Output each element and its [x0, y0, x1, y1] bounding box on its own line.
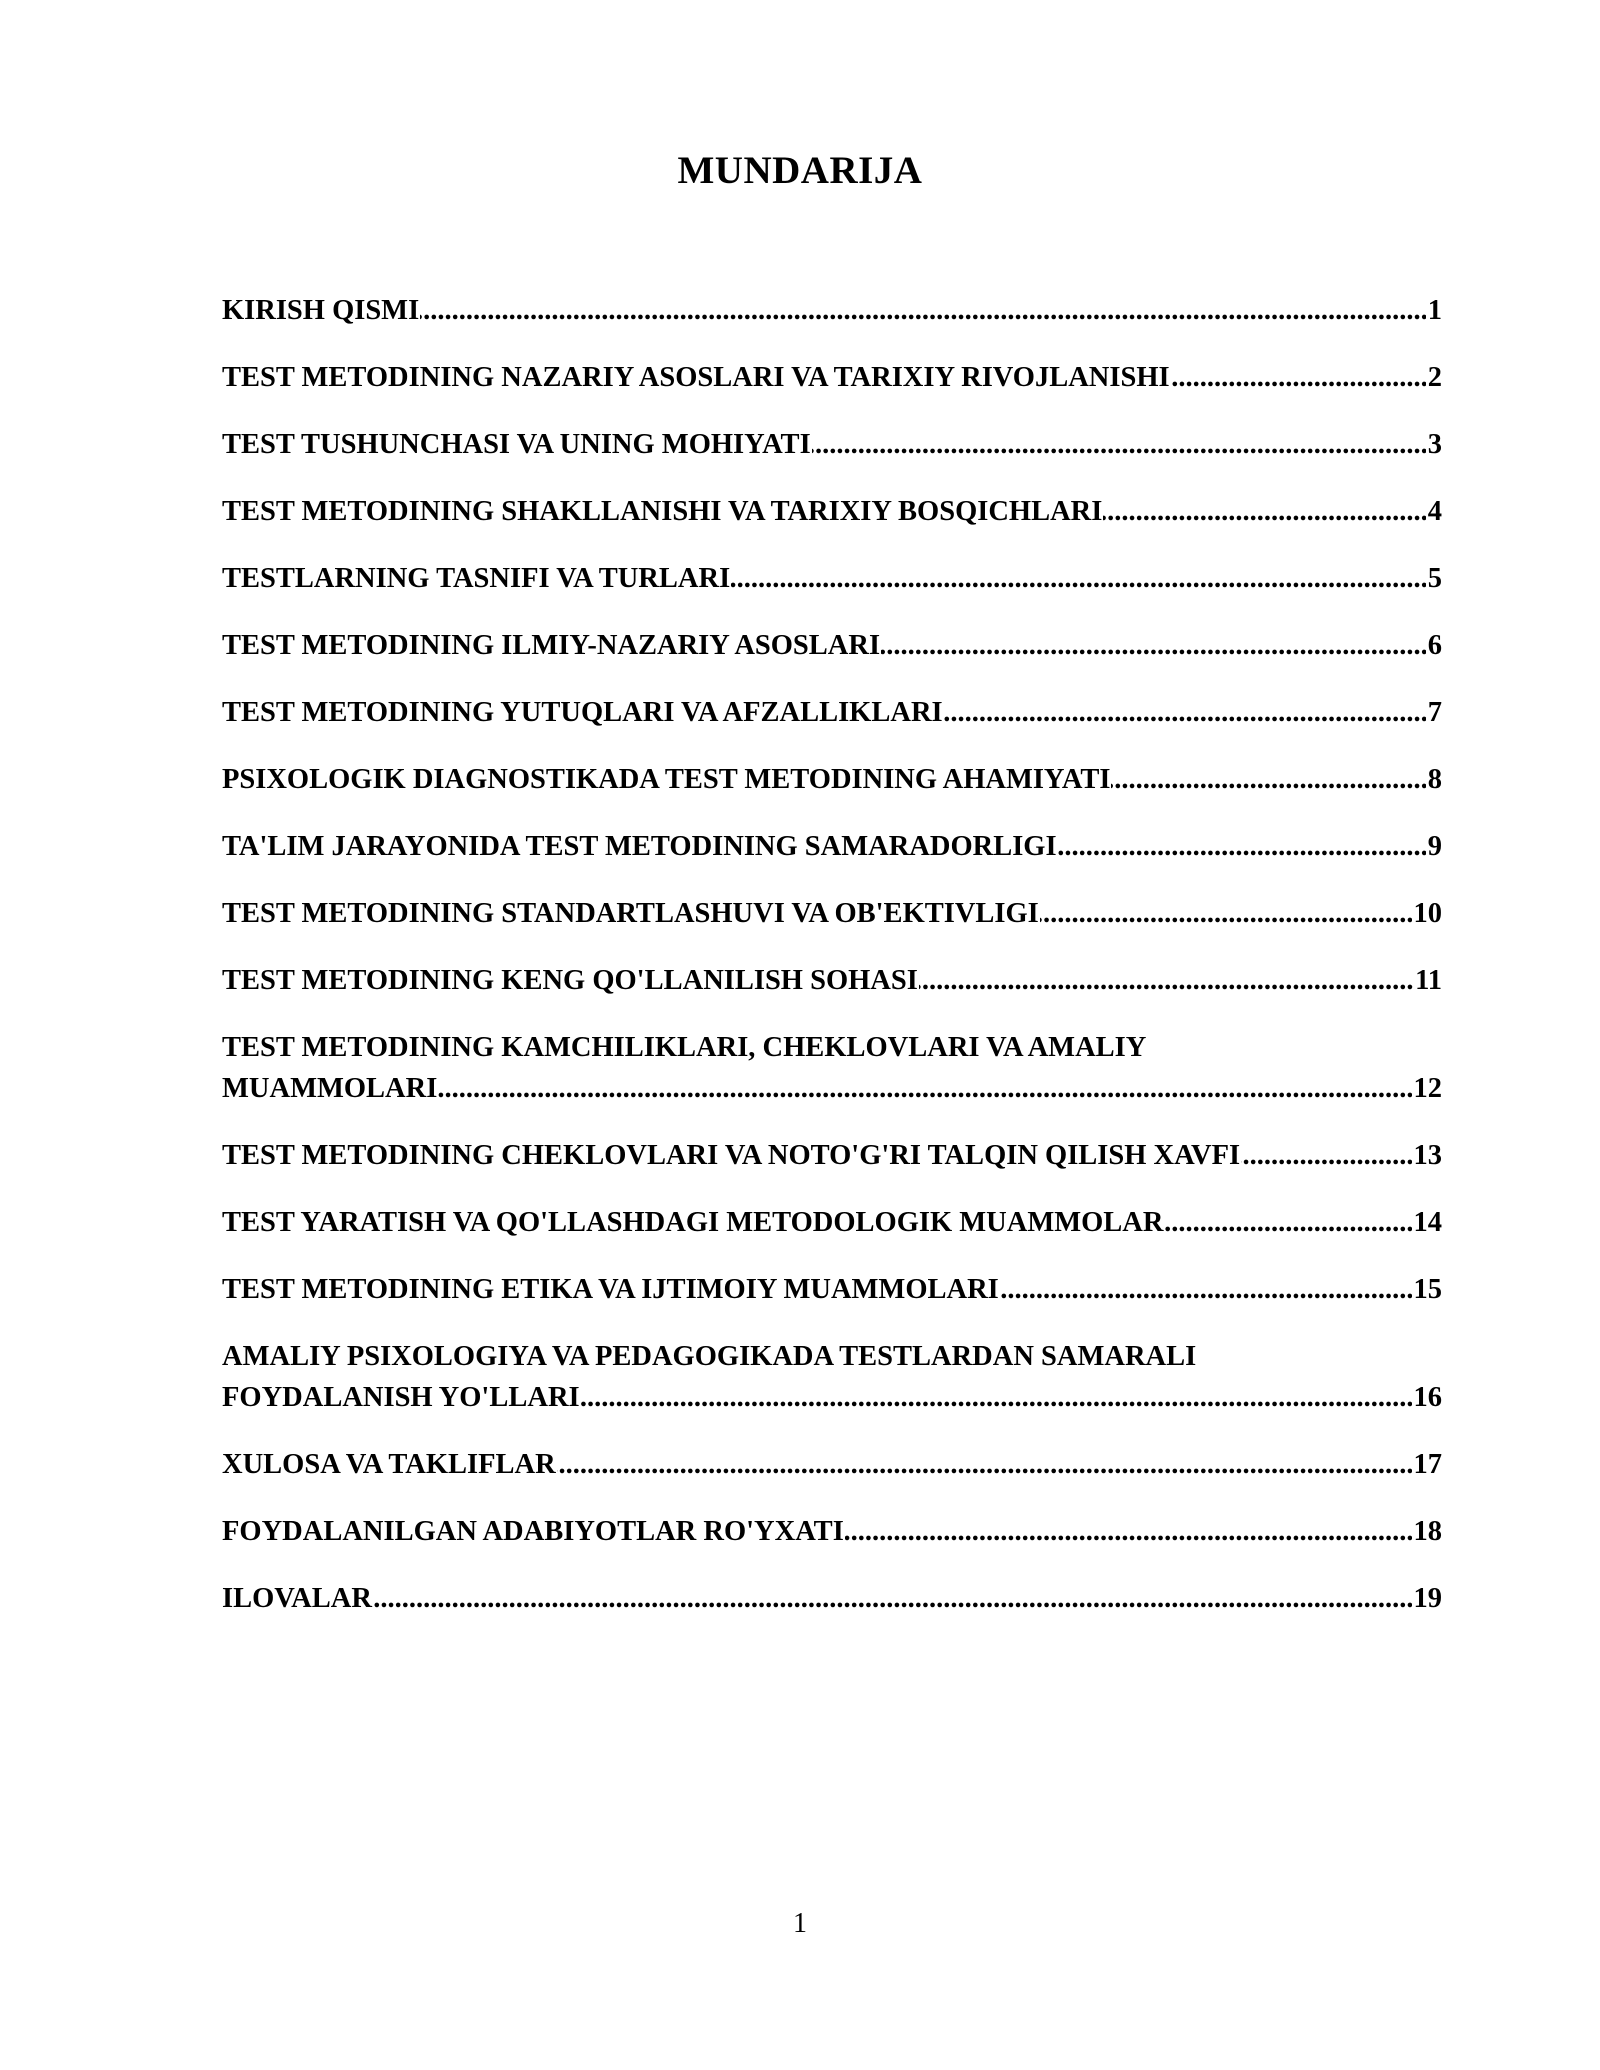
- toc-entry-title: TEST METODINING CHEKLOVLARI VA NOTO'G'RI TALQIN QILISH XAVFI: [222, 1140, 1241, 1171]
- page-title: MUNDARIJA: [677, 149, 923, 192]
- toc-entry[interactable]: [222, 1135, 1442, 1176]
- toc-entry-page-number: 14: [1412, 1202, 1443, 1243]
- toc-entry[interactable]: [222, 424, 1442, 465]
- toc-entry-page-number: 19: [1412, 1578, 1443, 1619]
- toc-entry-row: [222, 491, 1442, 532]
- toc-entry-page-number: 9: [1426, 826, 1442, 867]
- toc-entry[interactable]: [222, 1027, 1442, 1109]
- toc-entry-page-number: 4: [1426, 491, 1442, 532]
- toc-entry-page-number: 2: [1426, 357, 1442, 398]
- toc-entry-title: XULOSA VA TAKLIFLAR: [222, 1449, 556, 1480]
- toc-entry-row: [222, 1068, 1442, 1109]
- toc-entry-row: [222, 1377, 1442, 1418]
- toc-entry-page-number: 13: [1412, 1135, 1443, 1176]
- toc-entry[interactable]: [222, 357, 1442, 398]
- toc-entry-row: [222, 424, 1442, 465]
- toc-entry-row: [222, 290, 1442, 331]
- toc-entry[interactable]: [222, 1578, 1442, 1619]
- toc-entry-title: TEST METODINING KENG QO'LLANILISH SOHASI: [222, 965, 918, 996]
- toc-entry[interactable]: [222, 692, 1442, 733]
- toc-entry-page-number: 10: [1412, 893, 1443, 934]
- toc-entry[interactable]: [222, 759, 1442, 800]
- toc-entry-row: [222, 893, 1442, 934]
- toc-entry-row: [222, 692, 1442, 733]
- toc-entry-title: TEST METODINING NAZARIY ASOSLARI VA TARIXIY RIVOJLANISHI: [222, 362, 1170, 393]
- toc-entry-page-number: 6: [1426, 625, 1442, 666]
- toc-entry-title: TEST METODINING ILMIY-NAZARIY ASOSLARI: [222, 630, 881, 661]
- toc-entry[interactable]: [222, 290, 1442, 331]
- toc-entry[interactable]: [222, 1336, 1442, 1418]
- table-of-contents: [222, 290, 1442, 1645]
- toc-entry-row: [222, 1269, 1442, 1310]
- toc-entry-title: TEST METODINING STANDARTLASHUVI VA OB'EKTIVLIGI: [222, 898, 1039, 929]
- toc-entry[interactable]: [222, 1269, 1442, 1310]
- toc-entry-title: TEST METODINING SHAKLLANISHI VA TARIXIY BOSQICHLARI: [222, 496, 1103, 527]
- toc-entry-row: [222, 357, 1442, 398]
- toc-entry[interactable]: [222, 1444, 1442, 1485]
- toc-entry-row: [222, 759, 1442, 800]
- footer-page-number: 1: [793, 1908, 807, 1939]
- toc-entry-page-number: 12: [1412, 1068, 1443, 1109]
- toc-entry[interactable]: [222, 893, 1442, 934]
- toc-entry-title: TEST METODINING ETIKA VA IJTIMOIY MUAMMOLARI: [222, 1274, 999, 1305]
- toc-entry-title: KIRISH QISMI: [222, 295, 420, 326]
- toc-entry-row: [222, 1511, 1442, 1552]
- toc-entry[interactable]: [222, 826, 1442, 867]
- toc-entry-title: FOYDALANILGAN ADABIYOTLAR RO'YXATI: [222, 1516, 844, 1547]
- toc-entry-page-number: 18: [1412, 1511, 1443, 1552]
- toc-entry-title-line: AMALIY PSIXOLOGIYA VA PEDAGOGIKADA TESTLARDAN SAMARALI: [222, 1341, 1197, 1372]
- toc-entry-title: MUAMMOLARI: [222, 1073, 438, 1104]
- toc-entry-title: ILOVALAR: [222, 1583, 372, 1614]
- toc-entry[interactable]: [222, 491, 1442, 532]
- toc-entry-row: [222, 1444, 1442, 1485]
- toc-entry-page-number: 11: [1413, 960, 1442, 1001]
- toc-entry-row: [222, 826, 1442, 867]
- toc-entry-title: PSIXOLOGIK DIAGNOSTIKADA TEST METODINING AHAMIYATI: [222, 764, 1111, 795]
- toc-entry[interactable]: [222, 558, 1442, 599]
- toc-entry-title-line: TEST METODINING KAMCHILIKLARI, CHEKLOVLARI VA AMALIY: [222, 1032, 1147, 1063]
- toc-entry-title: TEST METODINING YUTUQLARI VA AFZALLIKLARI: [222, 697, 943, 728]
- toc-entry-row: [222, 1135, 1442, 1176]
- toc-entry-title: FOYDALANISH YO'LLARI: [222, 1382, 580, 1413]
- toc-entry-page-number: 7: [1426, 692, 1442, 733]
- toc-entry[interactable]: [222, 1511, 1442, 1552]
- toc-entry[interactable]: [222, 625, 1442, 666]
- toc-entry-page-number: 3: [1426, 424, 1442, 465]
- toc-entry-title: TEST YARATISH VA QO'LLASHDAGI METODOLOGIK MUAMMOLAR: [222, 1207, 1164, 1238]
- toc-entry[interactable]: [222, 960, 1442, 1001]
- toc-entry-page-number: 16: [1412, 1377, 1443, 1418]
- toc-entry-title: TA'LIM JARAYONIDA TEST METODINING SAMARADORLIGI: [222, 831, 1057, 862]
- toc-entry-title: TEST TUSHUNCHASI VA UNING MOHIYATI: [222, 429, 811, 460]
- toc-entry-page-number: 17: [1412, 1444, 1443, 1485]
- toc-entry-row: [222, 960, 1442, 1001]
- toc-entry[interactable]: [222, 1202, 1442, 1243]
- toc-entry-page-number: 8: [1426, 759, 1442, 800]
- toc-entry-page-number: 5: [1426, 558, 1442, 599]
- toc-entry-row: [222, 1202, 1442, 1243]
- toc-entry-row: [222, 1578, 1442, 1619]
- toc-entry-page-number: 1: [1426, 290, 1442, 331]
- toc-entry-title: TESTLARNING TASNIFI VA TURLARI: [222, 563, 731, 594]
- dot-leader: [222, 1578, 1442, 1619]
- toc-entry-row: [222, 625, 1442, 666]
- toc-entry-row: [222, 558, 1442, 599]
- toc-entry-page-number: 15: [1412, 1269, 1443, 1310]
